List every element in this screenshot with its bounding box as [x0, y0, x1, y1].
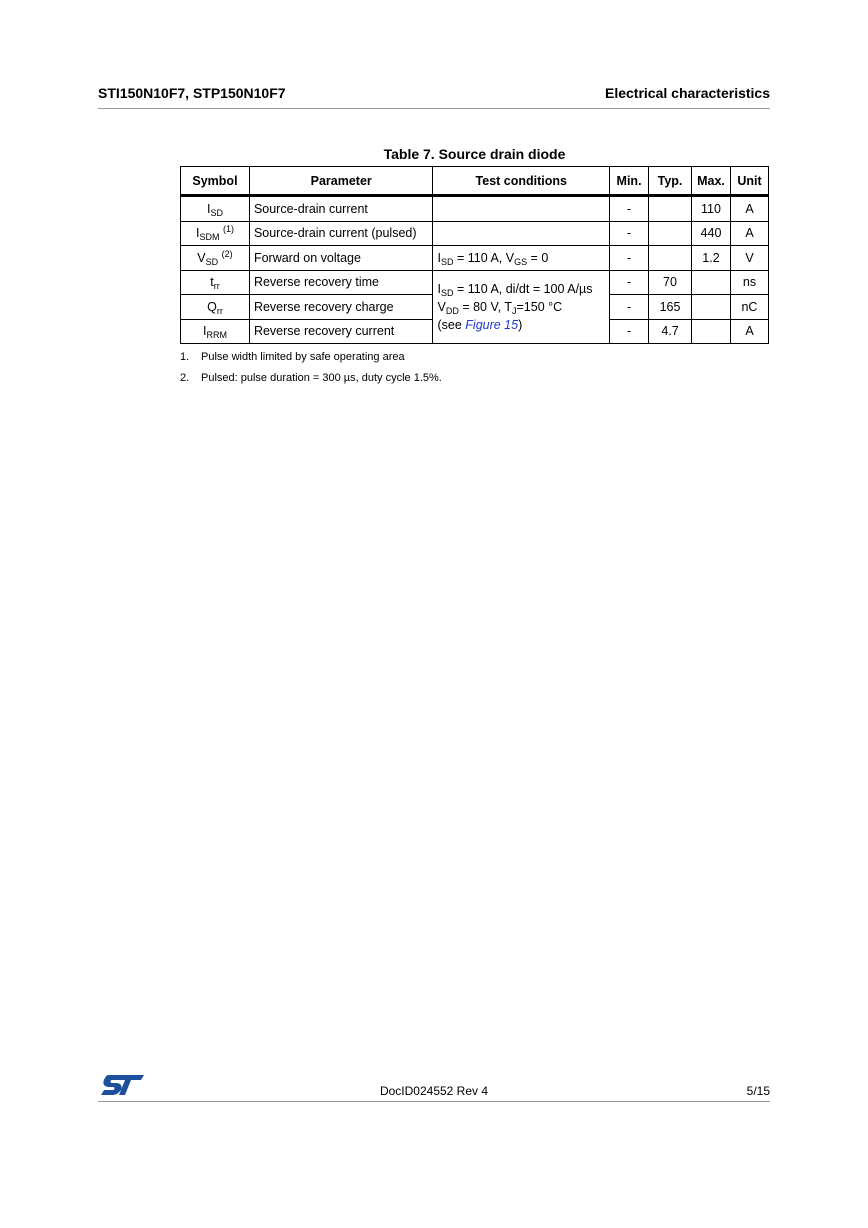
parameter-cell: Source-drain current (pulsed) [249, 221, 433, 246]
footer-document-id: DocID024552 Rev 4 [379, 1084, 489, 1098]
min-cell: - [610, 295, 649, 320]
column-header-symbol: Symbol [181, 167, 250, 196]
footer-rule [98, 1101, 770, 1102]
max-cell [691, 319, 730, 344]
min-cell: - [610, 319, 649, 344]
condition-line-2: $V_{DD} = 80$ V, $T_J=150$ °C [437, 299, 563, 316]
min-cell: - [610, 221, 649, 246]
typ-cell: 165 [649, 295, 692, 320]
min-cell: - [610, 270, 649, 295]
unit-cell: ns [730, 270, 768, 295]
table-footnotes [180, 350, 442, 392]
max-cell: 1.2 [691, 246, 730, 271]
symbol-cell: $I_{SDM}$ $^{(1)}$ [181, 221, 250, 246]
table-row [181, 196, 769, 222]
parameter-cell: Reverse recovery charge [249, 295, 433, 320]
column-header-test-conditions: Test conditions [433, 167, 610, 196]
header-rule [98, 108, 770, 109]
symbol-cell: $V_{SD}$ $^{(2)}$ [181, 246, 250, 271]
max-cell [691, 295, 730, 320]
test-conditions-cell [433, 196, 610, 222]
min-cell: - [610, 246, 649, 271]
symbol-cell: $I_{SD}$ [181, 196, 250, 222]
typ-cell: 4.7 [649, 319, 692, 344]
unit-cell: A [730, 221, 768, 246]
condition-line-1: $I_{SD} = 110$ A, di/dt = 100 A/µs [437, 281, 593, 298]
table-row [181, 246, 769, 271]
unit-cell: nC [730, 295, 768, 320]
unit-cell: V [730, 246, 768, 271]
column-header-typ: Typ. [649, 167, 692, 196]
source-drain-diode-table [180, 166, 769, 344]
test-conditions-cell: $I_{SD} = 110$ A, $V_{GS} = 0$ [433, 246, 610, 271]
table-header-row [181, 167, 769, 196]
max-cell [691, 270, 730, 295]
footnote: 2. Pulsed: pulse duration = 300 µs, duty cycle 1.5%. [180, 372, 442, 384]
column-header-parameter: Parameter [249, 167, 433, 196]
footer-page-number: 5/15 [746, 1084, 770, 1098]
symbol-cell: $I_{RRM}$ [181, 319, 250, 344]
min-cell: - [610, 196, 649, 222]
typ-cell [649, 246, 692, 271]
parameter-cell: Reverse recovery current [249, 319, 433, 344]
test-conditions-cell [433, 270, 610, 344]
footnote: 1. Pulse width limited by safe operating area [180, 351, 405, 363]
symbol-cell: $t_{rr}$ [181, 270, 250, 295]
header-section-title: Electrical characteristics [605, 85, 770, 101]
parameter-cell: Forward on voltage [249, 246, 433, 271]
table-row [181, 221, 769, 246]
test-conditions-cell [433, 221, 610, 246]
table-caption: Table 7. Source drain diode [383, 146, 566, 162]
parameter-cell: Reverse recovery time [249, 270, 433, 295]
typ-cell [649, 221, 692, 246]
column-header-min: Min. [610, 167, 649, 196]
symbol-cell: $Q_{rr}$ [181, 295, 250, 320]
column-header-max: Max. [691, 167, 730, 196]
condition-line-3: (see Figure 15) [437, 317, 523, 332]
unit-cell: A [730, 196, 768, 222]
max-cell: 110 [691, 196, 730, 222]
typ-cell: 70 [649, 270, 692, 295]
unit-cell: A [730, 319, 768, 344]
header-document-title: STI150N10F7, STP150N10F7 [98, 85, 286, 101]
typ-cell [649, 196, 692, 222]
parameter-cell: Source-drain current [249, 196, 433, 222]
figure-15-link[interactable]: Figure 15 [465, 317, 519, 332]
max-cell: 440 [691, 221, 730, 246]
column-header-unit: Unit [730, 167, 768, 196]
table-row [181, 270, 769, 295]
